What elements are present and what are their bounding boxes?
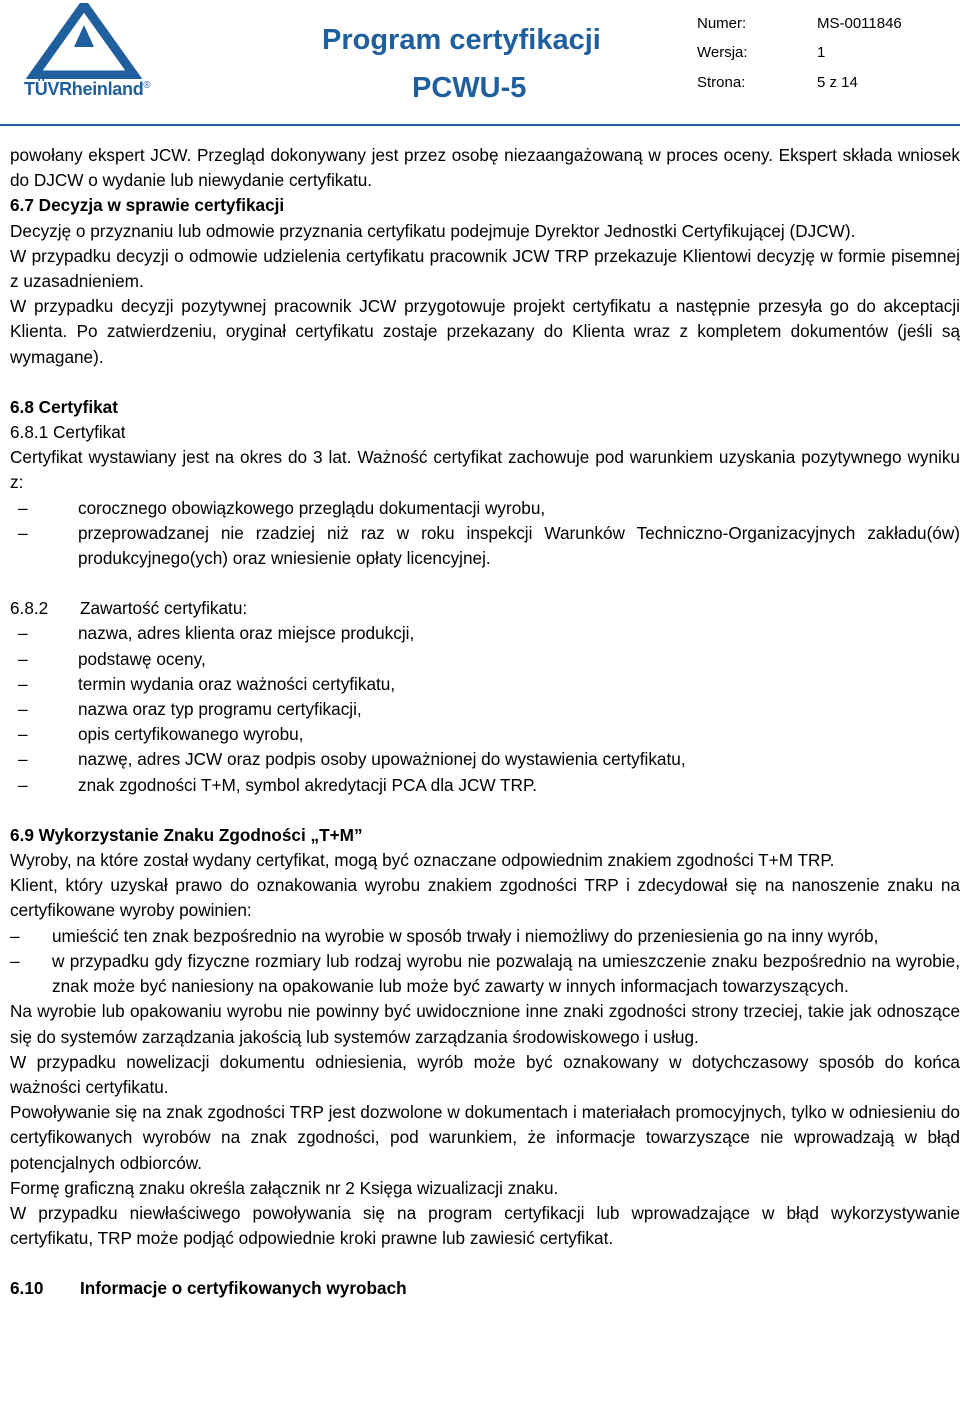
section-6-9-heading: 6.9 Wykorzystanie Znaku Zgodności „T+M”	[10, 824, 363, 845]
list-item: – nazwę, adres JCW oraz podpis osoby upoważnionej do wystawienia certyfikatu,	[10, 747, 960, 772]
section-6-8-1-para: Certyfikat wystawiany jest na okres do 3 lat. Ważność certyfikat zachowuje pod warunkiem uzyskania pozytywnego wyniku z:	[10, 447, 960, 493]
meta-page-label: Strona:	[697, 74, 746, 91]
section-6-8-heading: 6.8 Certyfikat	[10, 396, 118, 417]
section-6-8-1-heading: 6.8.1 Certyfikat	[10, 422, 126, 443]
section-6-7-para-3: W przypadku decyzji pozytywnej pracownik JCW przygotowuje projekt certyfikatu a następnie przesyła go do akceptacji Klienta. Po zatwierdzeniu, oryginał certyfikatu zostaje przekazany do Klienta wraz z kompletem dokumentów (jeśli są wymagane).	[10, 296, 960, 367]
section-6-9-para-7: W przypadku niewłaściwego powoływania się na program certyfikacji lub wprowadzające w błąd wykorzystywanie certyfikatu, TRP może podjąć odpowiednie kroki prawne lub zawiesić certyfikat.	[10, 1202, 960, 1249]
list-item: – przeprowadzanej nie rzadziej niż raz w roku inspekcji Warunków Techniczno-Organizacyjnych zakładu(ów) produkcyjnego(ych) oraz wniesienie opłaty licencyjnej.	[10, 521, 960, 571]
list-item: – umieścić ten znak bezpośrednio na wyrobie w sposób trwały i niemożliwy do przeniesienia go na inny wyrób,	[10, 924, 960, 949]
section-6-9-para-2: Klient, który uzyskał prawo do oznakowania wyrobu znakiem zgodności TRP i zdecydował się na nanoszenie znaku na certyfikowane wyroby powinien:	[10, 875, 960, 921]
list-item: – podstawę oceny,	[10, 647, 960, 672]
document-title: Program certyfikacji	[322, 24, 601, 56]
header-rule	[0, 124, 960, 126]
meta-version-value: 1	[817, 44, 826, 61]
section-title: Informacje o certyfikowanych wyrobach	[80, 1278, 407, 1299]
meta-version-label: Wersja:	[697, 44, 748, 61]
section-6-9-para-4: W przypadku nowelizacji dokumentu odniesienia, wyrób może być oznakowany w dotychczasowy sposób do końca ważności certyfikatu.	[10, 1051, 960, 1097]
list-item: – nazwa oraz typ programu certyfikacji,	[10, 697, 960, 722]
section-6-9-para-5: Powoływanie się na znak zgodności TRP jest dozwolone w dokumentach i materiałach promocyjnych, tylko w odniesieniu do certyfikowanych wyrobów na znak zgodności, pod warunkiem, że informacje towarzyszące nie wprowadzają w błąd potencjalnych odbiorców.	[10, 1102, 960, 1173]
list-item: – w przypadku gdy fizyczne rozmiary lub rodzaj wyrobu nie pozwalają na umieszczenie znaku bezpośrednio na wyrobie, znak może być naniesiony na opakowanie lub może być zawarty w innych informacjach towarzyszących.	[10, 949, 960, 999]
brand-name: TÜVRheinland®	[24, 79, 151, 99]
section-number: 6.8.2	[10, 598, 49, 619]
section-number: 6.10	[10, 1278, 44, 1299]
section-6-9-para-6: Formę graficzną znaku określa załącznik nr 2 Księga wizualizacji znaku.	[10, 1177, 559, 1198]
section-6-7-para-1: Decyzję o przyznaniu lub odmowie przyznania certyfikatu podejmuje Dyrektor Jednostki Certyfikującej (DJCW).	[10, 220, 856, 241]
section-6-10-heading	[10, 1276, 960, 1301]
list-item: – corocznego obowiązkowego przeglądu dokumentacji wyrobu,	[10, 496, 960, 521]
list-item: – termin wydania oraz ważności certyfikatu,	[10, 672, 960, 697]
section-title: Zawartość certyfikatu:	[80, 598, 248, 619]
meta-number-value: MS-0011846	[817, 15, 902, 32]
section-6-7-heading: 6.7 Decyzja w sprawie certyfikacji	[10, 195, 285, 216]
meta-page-value: 5 z 14	[817, 74, 858, 91]
section-6-7-para-2: W przypadku decyzji o odmowie udzielenia certyfikatu pracownik JCW TRP przekazuje Klientowi decyzję w formie pisemnej z uzasadnieniem.	[10, 245, 960, 292]
intro-paragraph: powołany ekspert JCW. Przegląd dokonywany jest przez osobę niezaangażowaną w proces oceny. Ekspert składa wniosek do DJCW o wydanie lub niewydanie certyfikatu.	[10, 145, 960, 191]
tuv-triangle-icon	[22, 3, 147, 79]
list-item: – opis certyfikowanego wyrobu,	[10, 722, 960, 747]
section-6-8-2-heading	[10, 596, 960, 621]
list-item: – znak zgodności T+M, symbol akredytacji PCA dla JCW TRP.	[10, 773, 960, 798]
program-code: PCWU-5	[412, 72, 527, 104]
section-6-9-para-3: Na wyrobie lub opakowaniu wyrobu nie powinny być uwidocznione inne znaki zgodności strony trzeciej, takie jak odnoszące się do systemów zarządzania jakością lub systemów zarządzania środowiskowego i usług.	[10, 1001, 960, 1047]
tuv-logo	[22, 3, 151, 111]
section-6-9-para-1: Wyroby, na które został wydany certyfikat, mogą być oznaczane odpowiednim znakiem zgodności T+M TRP.	[10, 850, 835, 871]
page-header	[0, 0, 960, 120]
list-item: – nazwa, adres klienta oraz miejsce produkcji,	[10, 621, 960, 646]
document-body	[10, 143, 960, 1302]
meta-number-label: Numer:	[697, 15, 747, 32]
